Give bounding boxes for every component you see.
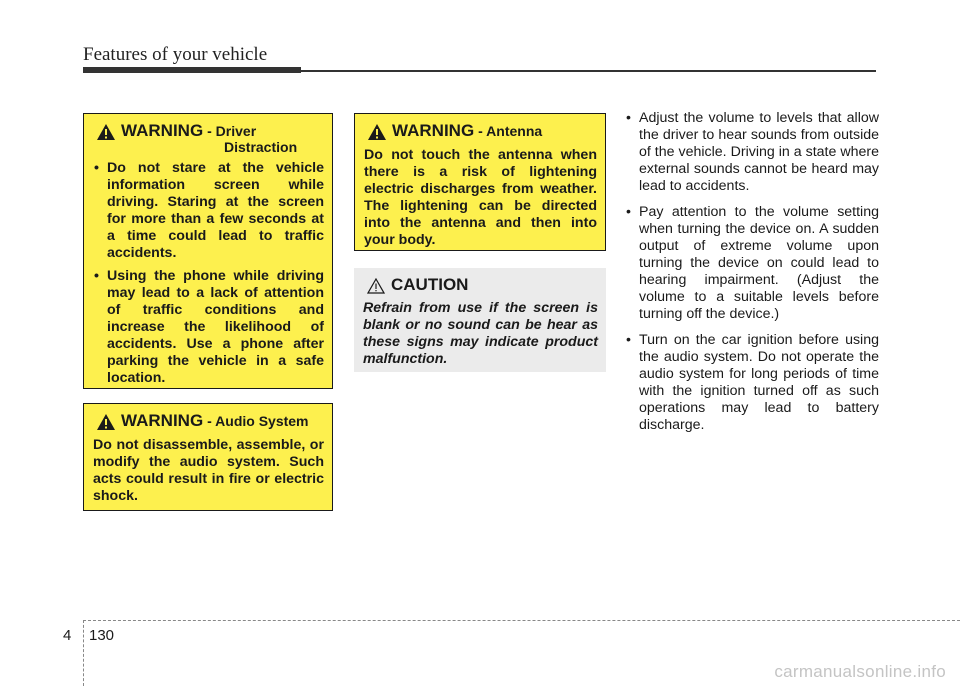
footer-rule xyxy=(83,620,960,621)
right-column-list xyxy=(625,110,879,434)
warning-antenna-text: Do not touch the antenna when there is a risk of lightening electric discharges from weather. The lightening can be directed into the antenna and then into your body. xyxy=(364,147,597,248)
list-item: • Adjust the volume to levels that allow the driver to hear sounds from outside of the vehicle. Driving in a state where external sounds cannot be heard may lead to accidents. xyxy=(625,110,879,195)
header-title: Features of your vehicle xyxy=(83,44,268,65)
warning-triangle-icon xyxy=(97,124,115,140)
list-item: • Turn on the car ignition before using the audio system. Do not operate the audio system for long periods of time with the ignition turned off as such operations may lead to battery discharge. xyxy=(625,332,879,434)
list-item: • Using the phone while driving may lead to a lack of attention of traffic conditions and increase the likelihood of accidents. Use a phone after parking the vehicle in a safe location. xyxy=(93,268,324,387)
caution-head xyxy=(363,276,598,294)
warning-antenna-subtitle: - Antenna xyxy=(478,123,543,139)
caution-label: CAUTION xyxy=(391,275,469,294)
warning-audio-text: Do not disassemble, assemble, or modify the audio system. Such acts could result in fire or electric shock. xyxy=(93,437,324,504)
list-item: • Pay attention to the volume setting when turning the device on. A sudden output of extreme volume upon turning the device on could lead to hearing impairment. (Adjust the volume to a suitable levels before turning off the device.) xyxy=(625,204,879,323)
watermark: carmanualsonline.info xyxy=(774,662,946,681)
warning-driver-list xyxy=(93,160,324,387)
warning-audio-subtitle: - Audio System xyxy=(207,413,309,429)
warning-driver-distraction-box xyxy=(83,113,333,389)
caution-box xyxy=(354,268,606,372)
warning-audio-system-box xyxy=(83,403,333,511)
page-number: 130 xyxy=(89,627,115,644)
warning-triangle-icon xyxy=(97,414,115,430)
warning-audio-head xyxy=(93,412,324,431)
caution-text: Refrain from use if the screen is blank or no sound can be hear as these signs may indicate product malfunction. xyxy=(363,300,598,367)
header-rule-thin xyxy=(301,70,876,72)
header-rule-thick xyxy=(83,67,301,73)
warning-driver-label: WARNING xyxy=(121,121,204,140)
caution-triangle-icon xyxy=(367,278,385,294)
warning-antenna-head xyxy=(364,122,597,141)
right-column-text xyxy=(625,110,879,443)
chapter-number: 4 xyxy=(63,627,72,644)
list-item: • Do not stare at the vehicle information screen while driving. Staring at the screen for more than a few seconds at a time could lead to traffic accidents. xyxy=(93,160,324,262)
footer-divider xyxy=(83,620,84,686)
warning-driver-subtitle-line2: Distraction xyxy=(224,139,298,155)
warning-triangle-icon xyxy=(368,124,386,140)
warning-audio-label: WARNING xyxy=(121,411,204,430)
warning-driver-subtitle: - Driver xyxy=(207,123,257,139)
warning-antenna-label: WARNING xyxy=(392,121,475,140)
warning-antenna-box xyxy=(354,113,606,251)
